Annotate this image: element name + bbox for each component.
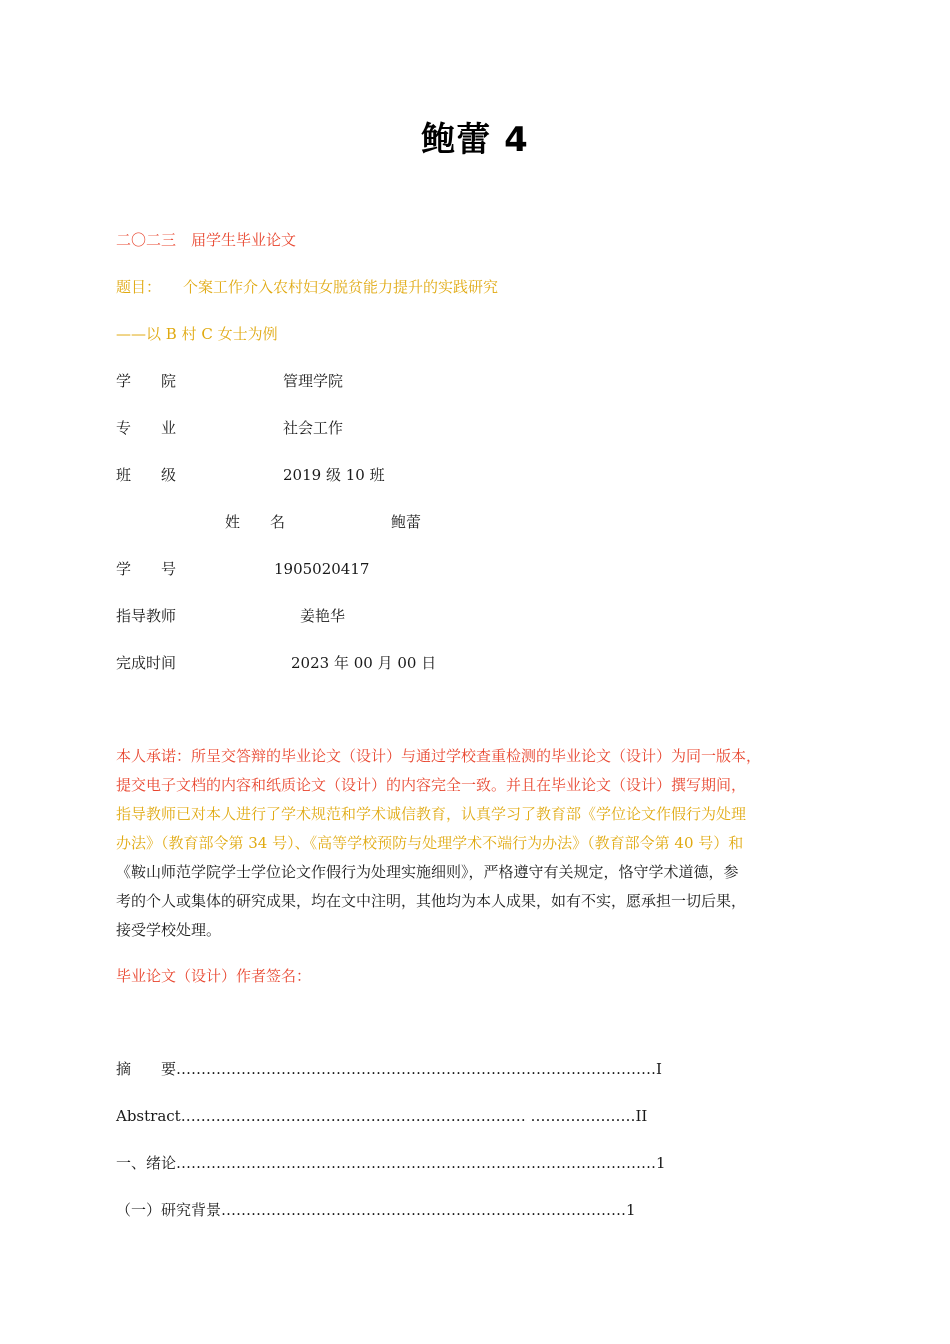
college-label: 学 院	[116, 372, 177, 390]
college-row	[116, 371, 516, 391]
college-value: 管理学院	[283, 372, 344, 390]
class-row	[116, 465, 516, 485]
document-title: 鲍蕾 4	[421, 120, 529, 160]
topic-text: 个案工作介入农村妇女脱贫能力提升的实践研究	[183, 278, 499, 296]
pledge-line-2: 提交电子文档的内容和纸质论文（设计）的内容完全一致。并且在毕业论文（设计）撰写期间，	[116, 776, 747, 794]
pledge-line-4: 办法》（教育部令第 34 号）、《高等学校预防与处理学术不端行为办法》（教育部令第 40 号）和	[116, 834, 744, 852]
pledge-line-1: 本人承诺：所呈交答辩的毕业论文（设计）与通过学校查重检测的毕业论文（设计）为同一版本，	[116, 747, 762, 765]
class-label: 班 级	[116, 466, 177, 484]
name-label: 姓 名	[225, 513, 286, 531]
date-value: 2023 年 00 月 00 日	[291, 654, 437, 672]
pledge-line-6: 考的个人或集体的研究成果，均在文中注明，其他均为本人成果，如有不实，愿承担一切后果，	[116, 892, 747, 910]
pledge-paragraph	[116, 742, 836, 945]
advisor-value: 姜艳华	[300, 607, 346, 625]
advisor-label: 指导教师	[116, 607, 177, 625]
toc-entry-research-background: （一）研究背景………………………………………………………………………1	[116, 1201, 636, 1219]
topic-label: 题目：	[116, 278, 162, 296]
major-label: 专 业	[116, 419, 177, 437]
signature-label: 毕业论文（设计）作者签名：	[116, 967, 312, 985]
major-value: 社会工作	[283, 419, 344, 437]
name-row	[225, 512, 625, 532]
toc-entry-introduction: 一、绪论……………………………………………………………………………………1	[116, 1154, 666, 1172]
name-value: 鲍蕾	[391, 513, 422, 531]
pledge-line-5: 《鞍山师范学院学士学位论文作假行为处理实施细则》，严格遵守有关规定，恪守学术道德，参	[116, 863, 739, 881]
class-value: 2019 级 10 班	[283, 466, 385, 484]
advisor-row	[116, 606, 516, 626]
subtitle-line: ——以 B 村 C 女士为例	[116, 325, 278, 343]
date-label: 完成时间	[116, 654, 177, 672]
student-id-row	[116, 559, 516, 579]
toc-entry-abstract-en: Abstract…………………………………………………………… …………………II	[116, 1107, 648, 1125]
date-row	[116, 653, 516, 673]
pledge-line-7: 接受学校处理。	[116, 921, 222, 939]
pledge-line-3: 指导教师已对本人进行了学术规范和学术诚信教育，认真学习了教育部《学位论文作假行为处理	[116, 805, 747, 823]
session-line: 二〇二三 届学生毕业论文	[116, 231, 297, 249]
toc-entry-abstract-cn: 摘 要……………………………………………………………………………………I	[116, 1060, 662, 1078]
student-id-label: 学 号	[116, 560, 177, 578]
major-row	[116, 418, 516, 438]
student-id-value: 1905020417	[274, 560, 370, 578]
topic-line	[116, 277, 499, 297]
